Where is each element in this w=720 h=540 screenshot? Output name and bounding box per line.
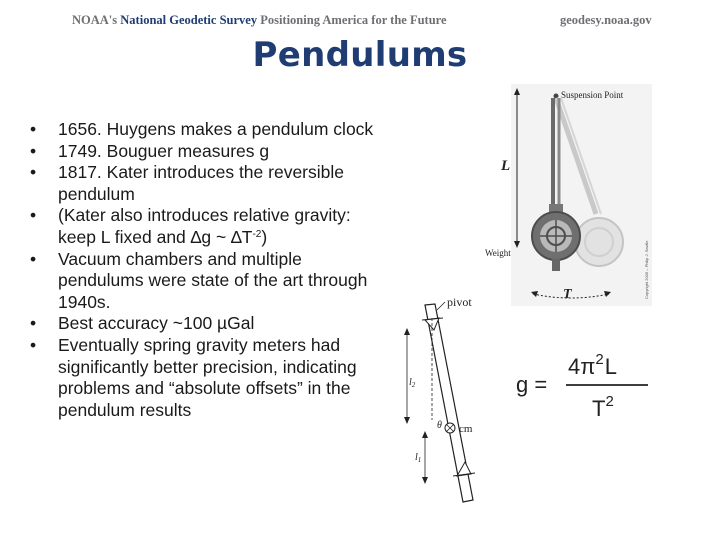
pivot-label: pivot: [447, 295, 472, 309]
website-url: geodesy.noaa.gov: [560, 13, 652, 27]
l1-subscript: 1: [417, 456, 422, 464]
cm-label: cm: [459, 423, 473, 435]
bullet-list: [30, 119, 385, 421]
numerator-exponent: 2: [595, 351, 604, 368]
reversible-pendulum-diagram: [395, 290, 505, 515]
svg-text:4π2L: [568, 351, 617, 379]
numerator-coefficient: 4π: [568, 354, 596, 379]
org-prefix: NOAA's: [72, 13, 118, 27]
numerator-variable: L: [604, 354, 618, 379]
bullet-dot: •: [30, 334, 37, 355]
svg-text:l2: [409, 377, 416, 389]
l2-label: l: [409, 377, 412, 388]
org-name: National Geodetic Survey: [120, 13, 258, 27]
bullet-item: [30, 119, 385, 141]
copyright-notice: Copyright 2006 – Philip J. Saville: [644, 240, 649, 299]
suspension-point-label: Suspension Point: [561, 90, 624, 100]
bullet-dot: •: [30, 313, 37, 334]
bullet-item: [30, 313, 385, 335]
bullet-text: Vacuum chambers and multiple pendulums were state of the art through 1940s.: [58, 248, 368, 312]
bullet-text: Best accuracy ~100 µGal: [58, 313, 255, 334]
bullet-text: 1749. Bouguer measures g: [58, 140, 270, 161]
bullet-item: [30, 205, 385, 248]
pendulum-clock-illustration: [485, 84, 652, 306]
denominator-exponent: 2: [605, 393, 614, 410]
length-label: L: [501, 158, 511, 174]
svg-text:l1: [415, 452, 421, 464]
bullet-item: [30, 141, 385, 163]
bullet-item: [30, 335, 385, 421]
exponent: -2: [252, 228, 262, 240]
header-bar: [0, 0, 720, 36]
bullet-item: [30, 249, 385, 314]
pendulum-period-formula: [510, 330, 660, 430]
denominator-variable: T: [592, 396, 606, 421]
bullet-dot: •: [30, 119, 37, 139]
bullet-text: 1656. Huygens makes a pendulum clock: [58, 119, 374, 139]
tagline: Positioning America for the Future: [260, 13, 447, 27]
bullet-dot: •: [30, 248, 37, 269]
period-label: T: [563, 287, 572, 302]
slide-title: Pendulums: [252, 35, 468, 75]
bullet-dot: •: [30, 140, 37, 161]
l2-subscript: 2: [411, 381, 416, 389]
org-tagline: [72, 13, 447, 28]
bullet-text: 1817. Kater introduces the reversible pendulum: [58, 162, 344, 204]
bullet-item: [30, 162, 385, 205]
bullet-text: Eventually spring gravity meters had significantly better precision, indicating problems and “absolute offsets” in the pendulum results: [58, 334, 357, 420]
weight-label: Weight: [485, 248, 511, 258]
theta-label: θ: [437, 420, 442, 431]
formula-lhs: g =: [516, 372, 548, 397]
l1-label: l: [415, 452, 418, 463]
bullet-dot: •: [30, 162, 37, 183]
bullet-dot: •: [30, 205, 37, 226]
bullet-text: (Kater also introduces relative gravity: keep L fixed and ∆g ~ ∆T: [58, 205, 351, 247]
svg-text:T2: [592, 393, 614, 421]
bullet-text-end: ): [261, 226, 268, 247]
